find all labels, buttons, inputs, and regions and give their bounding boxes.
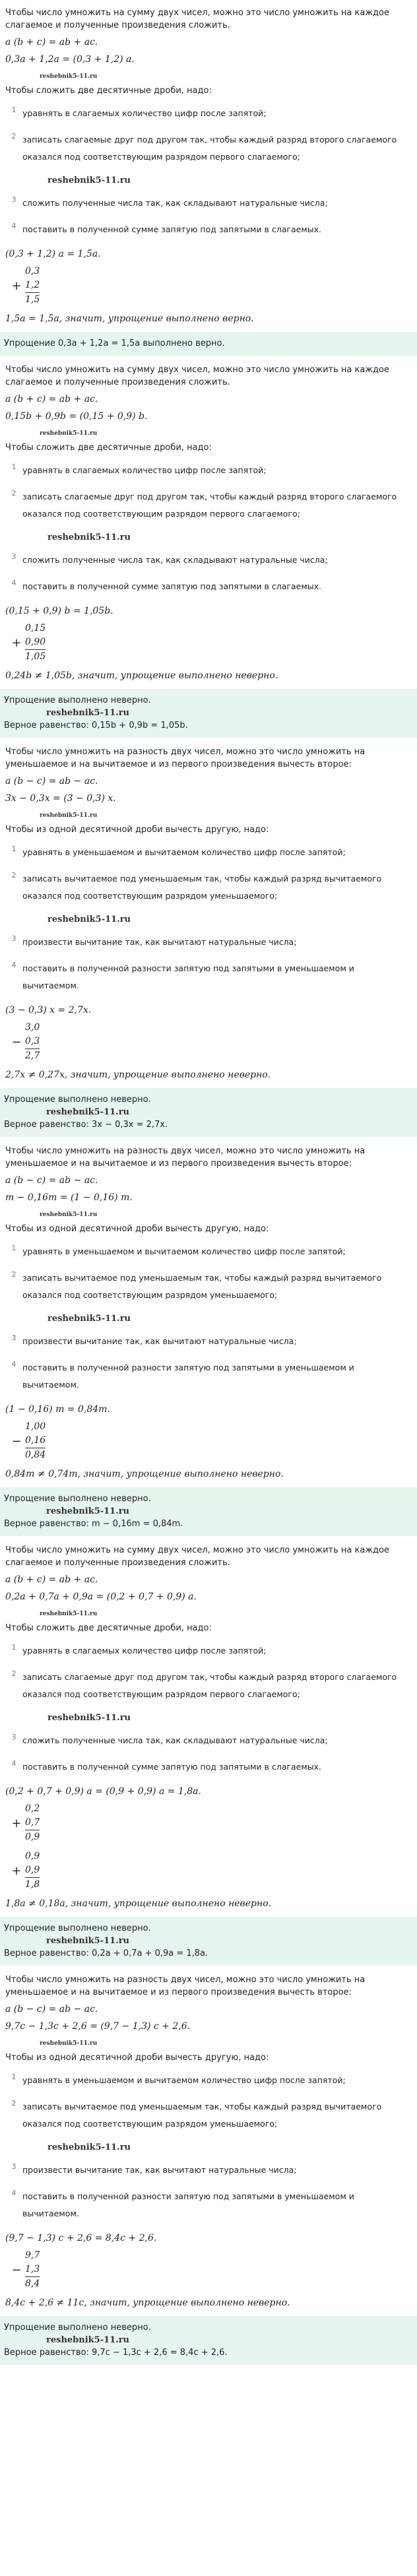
decimal-intro: Чтобы сложить две десятичные дроби, надо: (5, 443, 212, 453)
step-text: записать слагаемые друг под другом так, чтобы каждый разряд второго слагаемого оказался под соответствующим разрядом первого слагаемого; (22, 1672, 397, 1699)
column-result: 1,5 (25, 292, 40, 307)
result-box (0, 1088, 417, 1137)
rule-formula: a (b − c) = ab − ac. (5, 1175, 98, 1186)
intro-text: Чтобы число умножить на разность двух чисел, можно это число умножить на уменьшаемое и на вычитаемое и из первого произведения вычесть второе: (5, 1146, 366, 1169)
column-stack (25, 622, 46, 664)
watermark: reshebnik5-11.ru (48, 915, 131, 924)
equation: (1 − 0,16) m = 0,84m. (5, 1404, 110, 1415)
watermark: reshebnik5-11.ru (46, 1107, 130, 1117)
solution-section (5, 1544, 412, 1966)
result-line: Упрощение выполнено неверно. (4, 1095, 151, 1105)
step-item (5, 1359, 412, 1394)
column-operand: 1,00 (25, 1421, 46, 1432)
step-number: 2 (11, 1669, 16, 1678)
step-item (5, 488, 412, 523)
step-number: 3 (11, 1733, 16, 1741)
column-operand: 0,15 (25, 623, 46, 633)
operator-sign: − (11, 1035, 22, 1049)
decimal-intro: Чтобы из одной десятичной дроби вычесть другую, надо: (5, 825, 269, 835)
step-number: 4 (11, 961, 16, 969)
watermark-line (5, 2037, 412, 2049)
steps-list (5, 2072, 412, 2222)
rule-formula: a (b + c) = ab + ac. (5, 394, 98, 404)
column-operand: 0,3 (25, 1036, 40, 1046)
column-operand: 9,7 (25, 2250, 40, 2261)
step-item (5, 1669, 412, 1703)
step-item (5, 1333, 412, 1350)
watermark-line (5, 427, 412, 439)
step-number: 4 (11, 1759, 16, 1768)
step-number: 3 (11, 1334, 16, 1342)
watermark-line (4, 1935, 413, 1947)
column-stack (25, 2249, 40, 2291)
steps-list (5, 1642, 412, 1776)
column-stack (25, 1802, 40, 1844)
expression: 0,2a + 0,7a + 0,9a = (0,2 + 0,7 + 0,9) a. (5, 1592, 197, 1602)
watermark-line (5, 2142, 412, 2154)
column-operand: 0,16 (25, 1435, 46, 1446)
step-text: уравнять в слагаемых количество цифр после запятой; (22, 465, 267, 475)
watermark-line (5, 1313, 412, 1325)
watermark: reshebnik5-11.ru (48, 2142, 131, 2152)
watermark: reshebnik5-11.ru (40, 2040, 98, 2047)
watermark: reshebnik5-11.ru (40, 1211, 98, 1218)
step-number: 2 (11, 2099, 16, 2108)
step-text: произвести вычитание так, как вычитают натуральные числа; (22, 1336, 297, 1346)
column-operand: 3,0 (25, 1022, 40, 1033)
operator-sign: − (11, 2263, 22, 2277)
operator-sign: + (11, 278, 22, 293)
watermark: reshebnik5-11.ru (46, 2335, 130, 2345)
result-box (0, 689, 417, 738)
step-item (5, 195, 412, 212)
step-item (5, 1758, 412, 1776)
solution-section (5, 7, 412, 356)
step-text: записать вычитаемое под уменьшаемым так, чтобы каждый разряд вычитаемого оказался под соответствующим разрядом уменьшаемого; (22, 1273, 382, 1300)
step-number: 3 (11, 934, 16, 943)
result-line: Верное равенство: 0,2a + 0,7a + 0,9a = 1,8a. (4, 1948, 208, 1958)
intro-text: Чтобы число умножить на разность двух чисел, можно это число умножить на уменьшаемое и на вычитаемое и из первого произведения вычесть второе: (5, 747, 366, 769)
column-calculation (8, 265, 412, 307)
steps-list (5, 105, 412, 238)
result-line: Упрощение выполнено неверно. (4, 1494, 151, 1504)
watermark: reshebnik5-11.ru (46, 1506, 130, 1516)
decimal-intro: Чтобы сложить две десятичные дроби, надо: (5, 86, 212, 96)
result-line: Верное равенство: m − 0,16m = 0,84m. (4, 1519, 183, 1529)
decimal-intro: Чтобы из одной десятичной дроби вычесть другую, надо: (5, 1224, 269, 1234)
column-calculation (8, 2249, 412, 2291)
step-text: записать вычитаемое под уменьшаемым так, чтобы каждый разряд вычитаемого оказался под соответствующим разрядом уменьшаемого; (22, 2102, 382, 2129)
expression: 3x − 0,3x = (3 − 0,3) x. (5, 793, 116, 804)
step-number: 2 (11, 132, 16, 141)
column-calculation (8, 1420, 412, 1462)
steps-list (5, 1243, 412, 1394)
result-line: Верное равенство: 0,15b + 0,9b = 1,05b. (4, 721, 188, 730)
result-line: Упрощение 0,3a + 1,2a = 1,5a выполнено верно. (4, 338, 225, 348)
expression: m − 0,16m = (1 − 0,16) m. (5, 1192, 133, 1203)
step-item (5, 131, 412, 166)
column-calculation (8, 1802, 412, 1844)
step-text: сложить полученные числа так, как складывают натуральные числа; (22, 198, 328, 208)
step-number: 1 (11, 463, 16, 471)
result-line: Упрощение выполнено неверно. (4, 2323, 151, 2333)
step-text: уравнять в слагаемых количество цифр после запятой; (22, 108, 267, 118)
step-item (5, 934, 412, 951)
solution-section (5, 1974, 412, 2365)
conclusion: 2,7x ≠ 0,27x, значит, упрощение выполнено неверно. (5, 1070, 271, 1080)
watermark-line (5, 914, 412, 926)
intro-text: Чтобы число умножить на сумму двух чисел, можно это число умножить на каждое слагаемое и полученные произведения сложить. (5, 1545, 389, 1568)
equation: (0,3 + 1,2) a = 1,5a. (5, 249, 101, 259)
steps-list (5, 462, 412, 595)
equation: (0,15 + 0,9) b = 1,05b. (5, 606, 113, 616)
step-item (5, 1732, 412, 1749)
rule-formula: a (b + c) = ab + ac. (5, 37, 98, 48)
step-text: уравнять в уменьшаемом и вычитаемом количество цифр после запятой; (22, 2075, 346, 2085)
watermark: reshebnik5-11.ru (40, 430, 98, 437)
watermark-line (5, 809, 412, 821)
operator-sign: − (11, 1434, 22, 1448)
watermark: reshebnik5-11.ru (46, 1936, 130, 1946)
step-number: 3 (11, 552, 16, 561)
intro-text: Чтобы число умножить на сумму двух чисел, можно это число умножить на каждое слагаемое и полученные произведения сложить. (5, 365, 389, 387)
step-text: сложить полученные числа так, как складывают натуральные числа; (22, 555, 328, 565)
column-operand: 1,3 (25, 2264, 40, 2274)
watermark-line (4, 707, 413, 719)
conclusion: 1,8a ≠ 0,18a, значит, упрощение выполнено неверно. (5, 1898, 272, 1909)
watermark: reshebnik5-11.ru (40, 1611, 98, 1617)
step-number: 1 (11, 2073, 16, 2081)
step-text: произвести вычитание так, как вычитают натуральные числа; (22, 2165, 297, 2175)
operator-sign: + (11, 1816, 22, 1830)
intro-text: Чтобы число умножить на сумму двух чисел, можно это число умножить на каждое слагаемое и полученные произведения сложить. (5, 8, 389, 30)
conclusion: 8,4c + 2,6 ≠ 11c, значит, упрощение выполнено неверно. (5, 2298, 290, 2308)
step-item (5, 578, 412, 595)
steps-list (5, 844, 412, 994)
step-text: записать слагаемые друг под другом так, чтобы каждый разряд второго слагаемого оказался под соответствующим разрядом первого слагаемого; (22, 135, 397, 162)
result-box (0, 332, 417, 356)
step-number: 1 (11, 106, 16, 114)
step-item (5, 1270, 412, 1304)
equation: (9,7 − 1,3) c + 2,6 = 8,4c + 2,6. (5, 2233, 157, 2243)
step-text: записать вычитаемое под уменьшаемым так, чтобы каждый разряд вычитаемого оказался под соответствующим разрядом уменьшаемого; (22, 874, 382, 901)
solution-section (5, 746, 412, 1137)
watermark: reshebnik5-11.ru (40, 73, 98, 80)
step-item (5, 870, 412, 905)
column-result: 2,7 (25, 1048, 40, 1063)
step-item (5, 105, 412, 122)
step-number: 4 (11, 2189, 16, 2197)
step-text: записать слагаемые друг под другом так, чтобы каждый разряд второго слагаемого оказался под соответствующим разрядом первого слагаемого; (22, 492, 397, 519)
step-number: 3 (11, 2162, 16, 2171)
step-number: 2 (11, 871, 16, 880)
watermark-line (5, 1607, 412, 1619)
column-result: 0,9 (25, 1830, 40, 1844)
step-item (5, 844, 412, 861)
step-text: поставить в полученной сумме запятую под запятыми в слагаемых. (22, 1762, 321, 1772)
intro-text: Чтобы число умножить на разность двух чисел, можно это число умножить на уменьшаемое и на вычитаемое и из первого произведения вычесть второе: (5, 1975, 366, 1997)
result-box (0, 2316, 417, 2365)
conclusion: 1,5a = 1,5a, значит, упрощение выполнено верно. (5, 313, 254, 324)
result-line: Верное равенство: 9,7c − 1,3c + 2,6 = 8,4c + 2,6. (4, 2348, 228, 2358)
step-text: поставить в полученной сумме запятую под запятыми в слагаемых. (22, 224, 321, 234)
watermark: reshebnik5-11.ru (48, 1314, 131, 1324)
equation: (0,2 + 0,7 + 0,9) a = (0,9 + 0,9) a = 1,8a. (5, 1786, 201, 1797)
result-line: Упрощение выполнено неверно. (4, 695, 151, 705)
solution-section (5, 1145, 412, 1536)
expression: 9,7c − 1,3c + 2,6 = (9,7 − 1,3) c + 2,6. (5, 2021, 191, 2032)
step-item (5, 1243, 412, 1260)
column-operand: 0,3 (25, 266, 40, 276)
step-text: поставить в полученной сумме запятую под запятыми в слагаемых. (22, 581, 321, 591)
step-text: произвести вычитание так, как вычитают натуральные числа; (22, 937, 297, 947)
result-box (0, 1487, 417, 1536)
expression: 0,3a + 1,2a = (0,3 + 1,2) a. (5, 54, 135, 65)
column-operand: 0,9 (25, 1851, 40, 1861)
step-item (5, 1642, 412, 1659)
step-text: поставить в полученной разности запятую под запятыми в уменьшаемом и вычитаемом. (22, 2191, 354, 2218)
step-number: 1 (11, 1244, 16, 1252)
step-number: 2 (11, 489, 16, 498)
step-number: 1 (11, 845, 16, 853)
column-operand: 0,90 (25, 637, 46, 647)
expression: 0,15b + 0,9b = (0,15 + 0,9) b. (5, 411, 148, 422)
step-text: уравнять в слагаемых количество цифр после запятой; (22, 1646, 267, 1656)
step-text: сложить полученные числа так, как складывают натуральные числа; (22, 1735, 328, 1745)
operator-sign: + (11, 635, 22, 650)
conclusion: 0,24b ≠ 1,05b, значит, упрощение выполнено неверно. (5, 670, 278, 681)
operator-sign: + (11, 1863, 22, 1878)
step-item (5, 2188, 412, 2222)
column-stack (25, 1850, 40, 1892)
column-operand: 0,7 (25, 1817, 40, 1828)
step-item (5, 462, 412, 479)
watermark: reshebnik5-11.ru (48, 176, 131, 185)
watermark: reshebnik5-11.ru (48, 532, 131, 542)
column-result: 8,4 (25, 2276, 40, 2291)
watermark-line (5, 70, 412, 82)
step-item (5, 960, 412, 994)
step-text: поставить в полученной разности запятую под запятыми в уменьшаемом и вычитаемом. (22, 963, 354, 990)
result-box (0, 1917, 417, 1966)
conclusion: 0,84m ≠ 0,74m, значит, упрощение выполнено неверно. (5, 1469, 284, 1479)
column-operand: 0,9 (25, 1865, 40, 1875)
watermark-line (5, 532, 412, 544)
watermark-line (4, 1506, 413, 1518)
rule-formula: a (b − c) = ab − ac. (5, 2004, 98, 2014)
decimal-intro: Чтобы из одной десятичной дроби вычесть другую, надо: (5, 2053, 269, 2063)
step-item (5, 2098, 412, 2133)
column-result: 1,8 (25, 1877, 40, 1892)
result-line: Упрощение выполнено неверно. (4, 1923, 151, 1933)
decimal-intro: Чтобы сложить две десятичные дроби, надо: (5, 1623, 212, 1633)
step-item (5, 221, 412, 238)
solution-section (5, 364, 412, 738)
step-number: 1 (11, 1643, 16, 1652)
step-number: 4 (11, 222, 16, 230)
equation: (3 − 0,3) x = 2,7x. (5, 1005, 92, 1015)
step-text: уравнять в уменьшаемом и вычитаемом количество цифр после запятой; (22, 1246, 346, 1256)
column-calculation (8, 1850, 412, 1892)
step-number: 4 (11, 579, 16, 587)
watermark-line (5, 1712, 412, 1724)
column-calculation (8, 622, 412, 664)
step-text: уравнять в уменьшаемом и вычитаемом количество цифр после запятой; (22, 847, 346, 857)
step-number: 4 (11, 1360, 16, 1368)
column-operand: 0,2 (25, 1803, 40, 1814)
column-stack (25, 1420, 46, 1462)
step-number: 2 (11, 1270, 16, 1279)
rule-formula: a (b + c) = ab + ac. (5, 1574, 98, 1585)
watermark: reshebnik5-11.ru (40, 812, 98, 819)
column-stack (25, 1021, 40, 1063)
step-item (5, 2162, 412, 2179)
rule-formula: a (b − c) = ab − ac. (5, 776, 98, 787)
watermark-line (5, 175, 412, 187)
result-line: Верное равенство: 3x − 0,3x = 2,7x. (4, 1120, 168, 1130)
column-stack (25, 265, 40, 307)
watermark-line (4, 1107, 413, 1118)
watermark-line (4, 2334, 413, 2346)
step-item (5, 552, 412, 569)
column-result: 1,05 (25, 649, 46, 664)
watermark: reshebnik5-11.ru (46, 708, 130, 718)
column-result: 0,84 (25, 1448, 46, 1462)
column-calculation (8, 1021, 412, 1063)
column-operand: 1,2 (25, 280, 40, 290)
step-item (5, 2072, 412, 2089)
watermark-line (5, 1208, 412, 1220)
watermark: reshebnik5-11.ru (48, 1713, 131, 1723)
step-number: 3 (11, 195, 16, 204)
step-text: поставить в полученной разности запятую под запятыми в уменьшаемом и вычитаемом. (22, 1363, 354, 1390)
